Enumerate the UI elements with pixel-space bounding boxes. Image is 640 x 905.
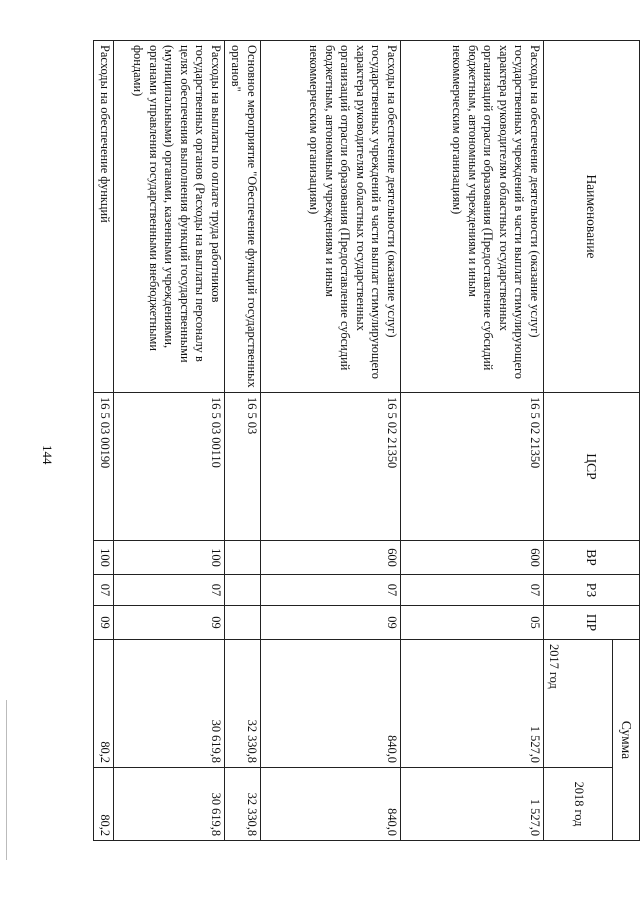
table-row — [401, 41, 544, 841]
row-rz: 07 — [401, 575, 544, 606]
row-name: Расходы на обеспечение деятельности (оказание услуг) государственных учреждений в части выплат стимулирующего характера руководителям областных государственных организаций отрасли образования (Предоставление субсидий бюджетным, автономным учреждениям и иным некоммерческим организациям) — [401, 41, 544, 393]
row-rz: 07 — [94, 575, 114, 606]
row-2018: 840,0 — [261, 768, 401, 841]
row-vr: 600 — [401, 541, 544, 575]
row-name: Расходы на обеспечение деятельности (оказание услуг) государственных учреждений в части выплат стимулирующего характера руководителям областных государственных организаций отрасли образования (Предоставление субсидий бюджетным, автономным учреждениям и иным некоммерческим организациям) — [261, 41, 401, 393]
row-2018: 30 619,8 — [114, 768, 225, 841]
row-csr: 16 5 03 — [225, 393, 261, 541]
header-sum: Сумма — [613, 640, 640, 841]
header-pr: ПР — [544, 606, 640, 640]
row-pr: 09 — [114, 606, 225, 640]
row-pr: 09 — [94, 606, 114, 640]
row-rz: 07 — [114, 575, 225, 606]
header-csr: ЦСР — [544, 393, 640, 541]
header-rz: РЗ — [544, 575, 640, 606]
row-2018: 80,2 — [94, 768, 114, 841]
row-vr: 100 — [94, 541, 114, 575]
row-2018: 32 330,8 — [225, 768, 261, 841]
row-name: Основное мероприятие "Обеспечение функций государственных органов" — [225, 41, 261, 393]
header-row — [613, 41, 640, 841]
table-row — [261, 41, 401, 841]
table-row — [94, 41, 114, 841]
row-pr: 05 — [401, 606, 544, 640]
rotated-page — [100, 40, 640, 840]
row-2017: 32 330,8 — [225, 640, 261, 768]
table-row — [114, 41, 225, 841]
page-number: 144 — [40, 445, 55, 465]
row-rz — [225, 575, 261, 606]
row-name: Расходы на обеспечение функций — [94, 41, 114, 393]
row-csr: 16 5 03 00190 — [94, 393, 114, 541]
scan-edge-line — [6, 700, 7, 860]
row-name: Расходы на выплаты по оплате труда работников государственных органов (Расходы на выплаты персоналу в целях обеспечения выполнения функций государственными (муниципальными) органами, казенными учреждениями, органами управления государственными внебюджетными фондами) — [114, 41, 225, 393]
row-2017: 840,0 — [261, 640, 401, 768]
row-2018: 1 527,0 — [401, 768, 544, 841]
row-rz: 07 — [261, 575, 401, 606]
row-vr: 100 — [114, 541, 225, 575]
row-pr — [225, 606, 261, 640]
table-row — [225, 41, 261, 841]
header-2018: 2018 год — [544, 768, 613, 841]
row-vr: 600 — [261, 541, 401, 575]
row-pr: 09 — [261, 606, 401, 640]
header-name: Наименование — [544, 41, 640, 393]
row-vr — [225, 541, 261, 575]
row-2017: 1 527,0 — [401, 640, 544, 768]
header-2017: 2017 год — [544, 640, 613, 768]
header-vr: ВР — [544, 541, 640, 575]
budget-table — [93, 40, 640, 841]
row-csr: 16 5 03 00110 — [114, 393, 225, 541]
row-2017: 30 619,8 — [114, 640, 225, 768]
row-csr: 16 5 02 21350 — [401, 393, 544, 541]
row-csr: 16 5 02 21350 — [261, 393, 401, 541]
row-2017: 80,2 — [94, 640, 114, 768]
